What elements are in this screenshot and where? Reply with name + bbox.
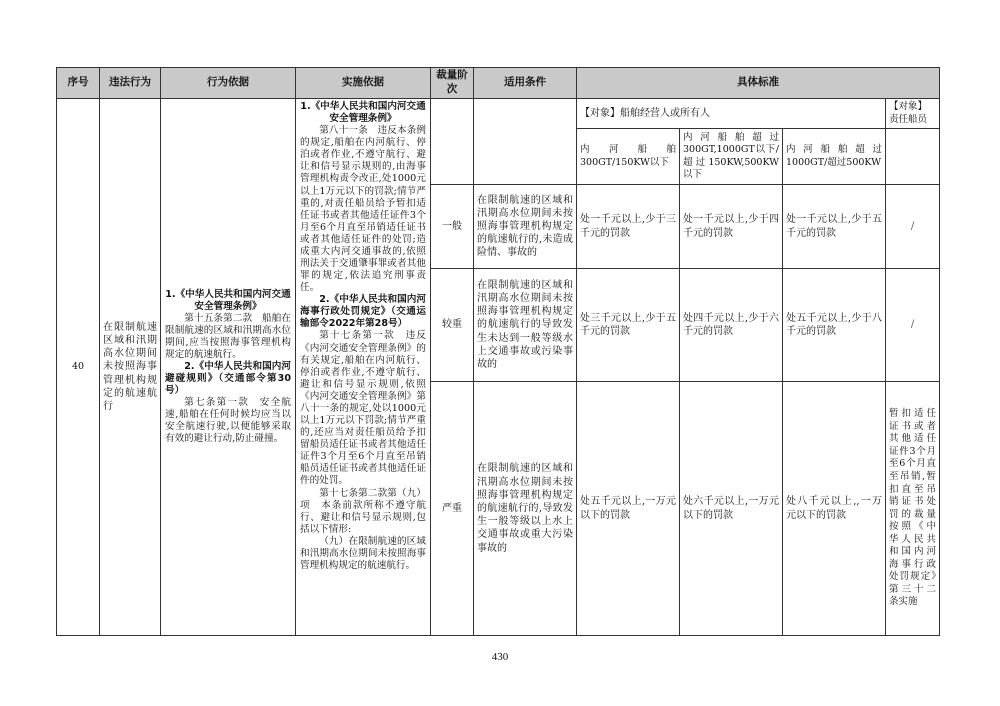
fine-class-2: 处四千元以上,少于六千元的罚款 bbox=[680, 269, 783, 382]
crew-penalty: / bbox=[886, 185, 940, 269]
header-impl: 实施依据 bbox=[296, 68, 431, 99]
basis-title-2: 2.《中华人民共和国内河避碰规则》（交通部令第30号） bbox=[165, 360, 291, 397]
impl-title-1: 1.《中华人民共和国内河交通安全管理条例》 bbox=[300, 101, 426, 125]
level-name: 严重 bbox=[431, 382, 474, 636]
fine-class-2: 处一千元以上,少于四千元的罚款 bbox=[680, 185, 783, 269]
page-number: 430 bbox=[491, 651, 509, 663]
header-act: 违法行为 bbox=[100, 68, 161, 99]
object-owner: 【对象】船舶经营人或所有人 bbox=[577, 99, 886, 129]
violation-act: 在限制航速区域和汛期高水位期间未按照海事管理机构规定的航速航行 bbox=[100, 99, 161, 636]
header-no: 序号 bbox=[57, 68, 100, 99]
object-row bbox=[57, 99, 940, 129]
fine-class-3: 处八千元以上,,一万元以下的罚款 bbox=[783, 382, 886, 636]
header-row bbox=[57, 68, 940, 99]
impl-text-2: 第十七条第一款 违反《内河交通安全管理条例》的有关规定,船舶在内河航行、停泊或者作业,不遵守航行、避让和信号显示规则,依照《内河交通安全管理条例》第八十一条的规定,处以1000元以上1万元以下罚款;情节严重的,还应当对责任船员给予扣留船员适任证书或者其他适任证件3个月至6个月直至吊销船员适任证书或者其他适任证件的处罚。 bbox=[300, 330, 426, 487]
level-blank bbox=[431, 99, 474, 185]
impl-text-3: 第十七条第二款第（九）项 本条前款所称不遵守航行、避让和信号显示规则,包括以下情形: bbox=[300, 487, 426, 535]
penalty-standard-table bbox=[56, 67, 940, 636]
level-condition: 在限制航速的区域和汛期高水位期间未按照海事管理机构规定的航速航行的,导致发生一般等级以上水上交通事故或重大污染事故的 bbox=[474, 382, 577, 636]
tonnage-class-1: 内河船舶300GT/150KW以下 bbox=[577, 129, 680, 185]
header-level: 裁量阶次 bbox=[431, 68, 474, 99]
header-basis: 行为依据 bbox=[161, 68, 296, 99]
object-crew: 【对象】责任船员 bbox=[886, 99, 940, 129]
fine-class-3: 处五千元以上,少于八千元的罚款 bbox=[783, 269, 886, 382]
basis-text-2: 第七条第一款 安全航速,船舶在任何时候均应当以安全航速行驶,以便能够采取有效的避让行动,防止碰撞。 bbox=[165, 397, 291, 445]
crew-penalty: / bbox=[886, 269, 940, 382]
fine-class-1: 处三千元以上,少于五千元的罚款 bbox=[577, 269, 680, 382]
row-number: 40 bbox=[57, 99, 100, 636]
impl-text-1: 第八十一条 违反本条例的规定,船舶在内河航行、停泊或者作业,不遵守航行、避让和信号显示规则的,由海事管理机构责令改正,处1000元以上1万元以下的罚款;情节严重的,对责任船员给予暂扣适任证书或者其他适任证件3个月至6个月直至吊销适任证书或者其他适任证件的处罚;造成重大内河交通事故的,依照刑法关于交通肇事罪或者其他罪的规定,依法追究刑事责任。 bbox=[300, 125, 426, 294]
basis-title-1: 1.《中华人民共和国内河交通安全管理条例》 bbox=[165, 288, 291, 312]
level-name: 较重 bbox=[431, 269, 474, 382]
fine-class-3: 处一千元以上,少于五千元的罚款 bbox=[783, 185, 886, 269]
fine-class-1: 处一千元以上,少于三千元的罚款 bbox=[577, 185, 680, 269]
header-std: 具体标准 bbox=[577, 68, 940, 99]
tonnage-blank bbox=[886, 129, 940, 185]
impl-text-4: （九）在限制航速的区域和汛期高水位期间未按照海事管理机构规定的航速航行。 bbox=[300, 535, 426, 571]
condition-blank bbox=[474, 99, 577, 185]
level-name: 一般 bbox=[431, 185, 474, 269]
fine-class-1: 处五千元以上,一万元以下的罚款 bbox=[577, 382, 680, 636]
fine-class-2: 处六千元以上,一万元以下的罚款 bbox=[680, 382, 783, 636]
crew-penalty: 暂扣适任证书或者其他适任证件3个月至6个月直至吊销,暂扣直至吊销证书处罚的裁量按照《中华人民共和国内河海事行政处罚规定》第三十二条实施 bbox=[886, 382, 940, 636]
tonnage-class-3: 内河船舶超过1000GT/超过500KW bbox=[783, 129, 886, 185]
basis-text-1: 第十五条第二款 船舶在限制航速的区域和汛期高水位期间,应当按照海事管理机构规定的航速航行。 bbox=[165, 312, 291, 360]
tonnage-class-2: 内河船舶超过300GT,1000GT以下/超过150KW,500KW以下 bbox=[680, 129, 783, 185]
header-cond: 适用条件 bbox=[474, 68, 577, 99]
conduct-basis bbox=[161, 99, 296, 636]
impl-title-2: 2.《中华人民共和国内河海事行政处罚规定》（交通运输部令2022年第28号） bbox=[300, 294, 426, 330]
level-condition: 在限制航速的区域和汛期高水位期间未按照海事管理机构规定的航速航行的,未造成险情、事故的 bbox=[474, 185, 577, 269]
implementation-basis bbox=[296, 99, 431, 636]
level-condition: 在限制航速的区域和汛期高水位期间未按照海事管理机构规定的航速航行的导致发生未达到一般等级水上交通事故或污染事故的 bbox=[474, 269, 577, 382]
